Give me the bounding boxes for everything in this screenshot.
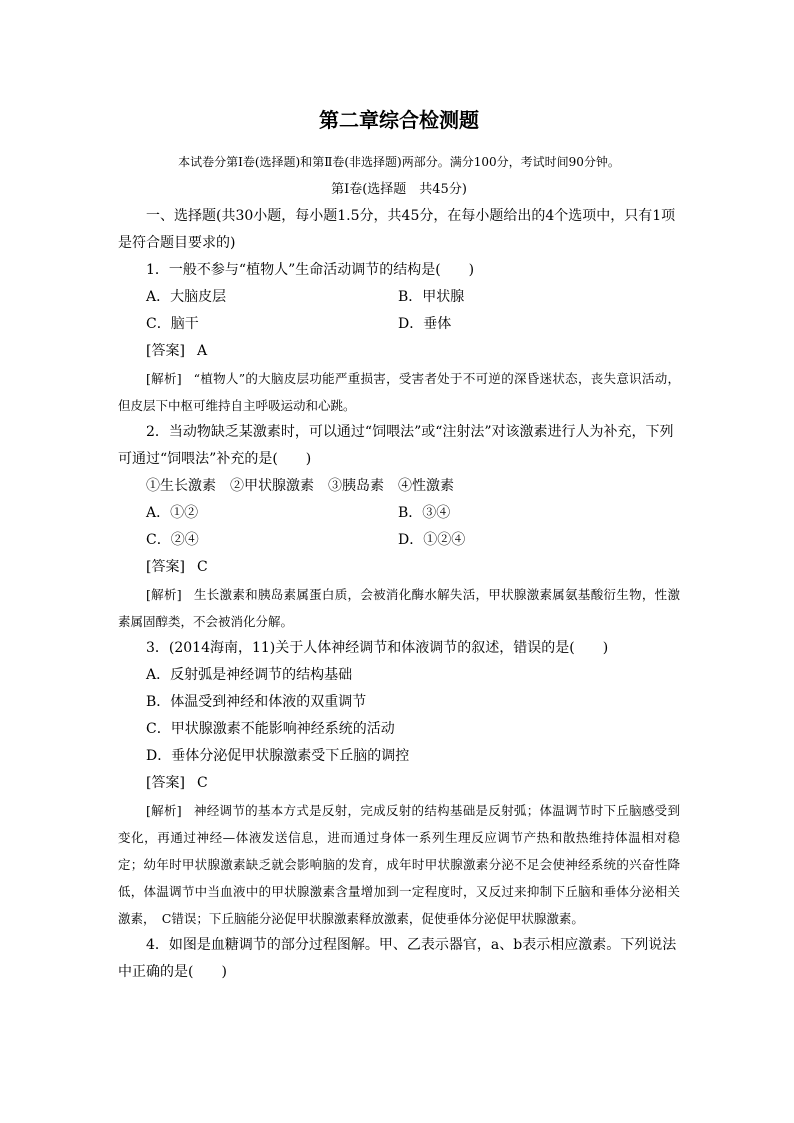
question-2-options-row-1	[118, 500, 680, 527]
question-1-analysis	[118, 365, 680, 419]
option-b: B．体温受到神经和体液的双重调节	[146, 694, 367, 710]
option-a: A．①②	[146, 505, 199, 521]
analysis-tag: [解析]	[146, 803, 182, 818]
option-d: D．垂体分泌促甲状腺激素受下丘脑的调控	[146, 748, 410, 764]
question-3-analysis	[118, 797, 680, 932]
answer-value: C	[196, 775, 208, 791]
analysis-tag: [解析]	[146, 371, 182, 386]
part-description: 一、选择题(共30小题，每小题1.5分，共45分，在每小题给出的4个选项中，只有1项是符合题目要求的)	[118, 208, 676, 251]
question-3-answer	[118, 770, 680, 797]
question-1-answer	[118, 338, 680, 365]
analysis-text: “植物人”的大脑皮层功能严重损害，受害者处于不可逆的深昏迷状态，丧失意识活动，但皮层下中枢可维持自主呼吸运动和心跳。	[118, 371, 680, 413]
option-b: B．甲状腺	[398, 289, 465, 305]
exam-intro: 本试卷分第Ⅰ卷(选择题)和第Ⅱ卷(非选择题)两部分。满分100分，考试时间90分钟。	[178, 155, 620, 169]
option-c: C．脑干	[146, 316, 199, 332]
question-4-stem: 4．如图是血糖调节的部分过程图解。甲、乙表示器官，a、b表示相应激素。下列说法中正确的是( )	[118, 937, 677, 980]
option-d: D．垂体	[398, 316, 452, 332]
answer-value: C	[196, 559, 208, 575]
option-a: A．反射弧是神经调节的结构基础	[146, 667, 353, 683]
answer-value: A	[196, 343, 208, 359]
section-heading: 第Ⅰ卷(选择题 共45分)	[331, 182, 467, 197]
page-title: 第二章综合检测题	[319, 108, 479, 132]
answer-tag: [答案]	[146, 343, 185, 359]
analysis-text: 神经调节的基本方式是反射，完成反射的结构基础是反射弧；体温调节时下丘脑感受到变化，再通过神经—体液发送信息，进而通过身体一系列生理反应调节产热和散热维持体温相对稳定；幼年时甲状腺激素缺乏就会影响脑的发育，成年时甲状腺激素分泌不足会使神经系统的兴奋性降低，体温调节中当血液中的甲状腺激素含量增加到一定程度时，又反过来抑制下丘脑和垂体分泌相关激素， C错误；下丘脑能分泌促甲状腺激素释放激素，促使垂体分泌促甲状腺激素。	[118, 803, 680, 926]
question-2-stem: 2．当动物缺乏某激素时，可以通过“饲喂法”或“注射法”对该激素进行人为补充，下列可通过“饲喂法”补充的是( )	[118, 424, 674, 467]
analysis-text: 生长激素和胰岛素属蛋白质，会被消化酶水解失活，甲状腺激素属氨基酸衍生物，性激素属固醇类，不会被消化分解。	[118, 587, 680, 629]
option-d: D．①②④	[398, 532, 466, 548]
question-2-options-row-2	[118, 527, 680, 554]
question-1-stem: 1．一般不参与“植物人”生命活动调节的结构是( )	[146, 262, 475, 278]
answer-tag: [答案]	[146, 559, 185, 575]
question-2-analysis	[118, 581, 680, 635]
option-c: C．甲状腺激素不能影响神经系统的活动	[146, 721, 395, 737]
option-a: A．大脑皮层	[146, 289, 227, 305]
question-2-answer	[118, 554, 680, 581]
question-1-options-row-2	[118, 311, 680, 338]
question-3-stem: 3．(2014海南，11)关于人体神经调节和体液调节的叙述，错误的是( )	[146, 640, 609, 656]
analysis-tag: [解析]	[146, 587, 182, 602]
question-1-options-row-1	[118, 284, 680, 311]
option-c: C．②④	[146, 532, 199, 548]
option-b: B．③④	[398, 505, 451, 521]
answer-tag: [答案]	[146, 775, 185, 791]
question-2-items: ①生长激素 ②甲状腺激素 ③胰岛素 ④性激素	[146, 478, 454, 494]
